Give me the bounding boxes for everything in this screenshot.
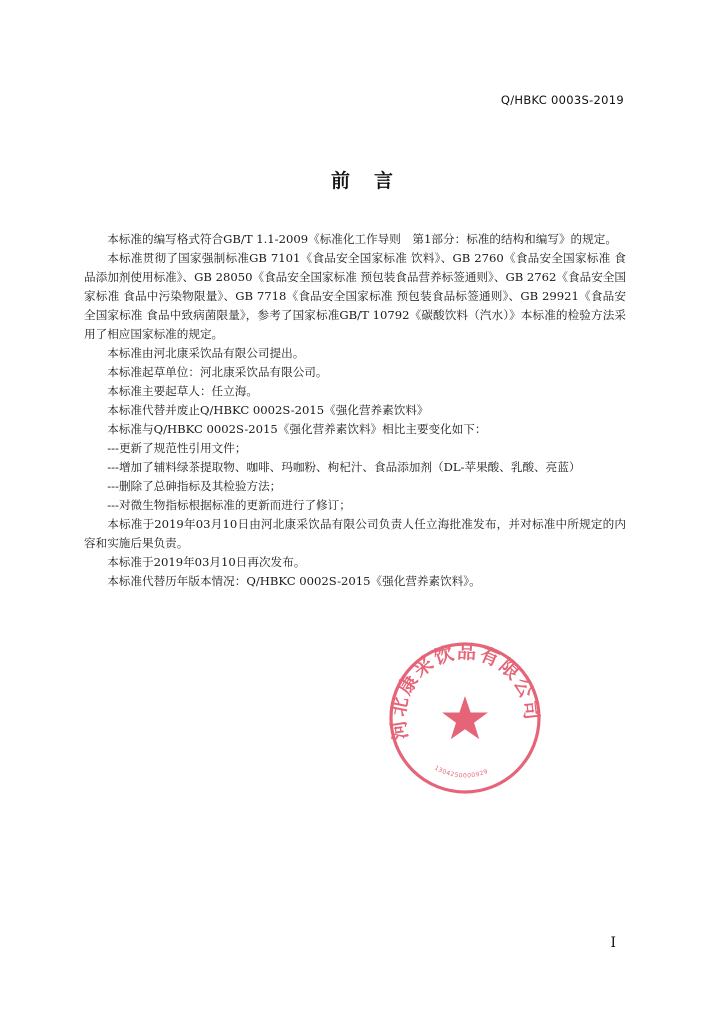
company-seal-icon <box>385 638 545 798</box>
paragraph-approval: 本标准于2019年03月10日由河北康采饮品有限公司负责人任立海批准发布，并对标准中所规定的内容和实施后果负责。 <box>84 517 626 550</box>
paragraph-format: 本标准的编写格式符合GB/T 1.1-2009《标准化工作导则 第1部分：标准的结构和编写》的规定。 <box>107 232 617 246</box>
paragraph-replaces: 本标准代替并废止Q/HBKC 0002S-2015《强化营养素饮料》 <box>107 403 429 417</box>
paragraph-history: 本标准代替历年版本情况：Q/HBKC 0002S-2015《强化营养素饮料》。 <box>107 574 481 588</box>
paragraph-drafting-unit: 本标准起草单位：河北康采饮品有限公司。 <box>107 365 328 379</box>
foreword-body <box>84 230 626 591</box>
seal-star-icon <box>442 696 488 739</box>
page-title: 前言 <box>330 170 417 192</box>
paragraph-changes-intro: 本标准与Q/HBKC 0002S-2015《强化营养素饮料》相比主要变化如下： <box>107 422 487 436</box>
change-item: ---增加了辅料绿茶提取物、咖啡、玛咖粉、枸杞汁、食品添加剂（DL-苹果酸、乳酸、亮蓝） <box>107 460 581 474</box>
page-number: I <box>610 935 616 951</box>
change-item: ---对微生物指标根据标准的更新而进行了修订； <box>107 498 351 512</box>
seal-text: 河北康采饮品有限公司 <box>387 641 543 741</box>
svg-text:1304250000929 <box>433 765 489 780</box>
standard-code: Q/HBKC 0003S-2019 <box>500 93 624 107</box>
paragraph-proposer: 本标准由河北康采饮品有限公司提出。 <box>107 346 305 360</box>
paragraph-drafter: 本标准主要起草人：任立海。 <box>107 384 258 398</box>
paragraph-references: 本标准贯彻了国家强制标准GB 7101《食品安全国家标准 饮料》、GB 2760《食品安全国家标准 食品添加剂使用标准》、GB 28050《食品安全国家标准 预包装食品营养标签通则》、GB 2762《食品安全国家标准 食品中污染物限量》、GB 7718《食品安全国家标准 预包装食品标签通则》、GB 29921《食品安全国家标准 食品中致病菌限量》，参考了国家标准GB/T 10792《碳酸饮料（汽水）》本标准的检验方法采用了相应国家标准的规定。 <box>84 251 626 341</box>
seal-number: 1304250000929 <box>433 764 490 780</box>
change-item: ---更新了规范性引用文件； <box>107 441 247 455</box>
change-item: ---删除了总砷指标及其检验方法； <box>107 479 282 493</box>
paragraph-release: 本标准于2019年03月10日再次发布。 <box>107 555 306 569</box>
